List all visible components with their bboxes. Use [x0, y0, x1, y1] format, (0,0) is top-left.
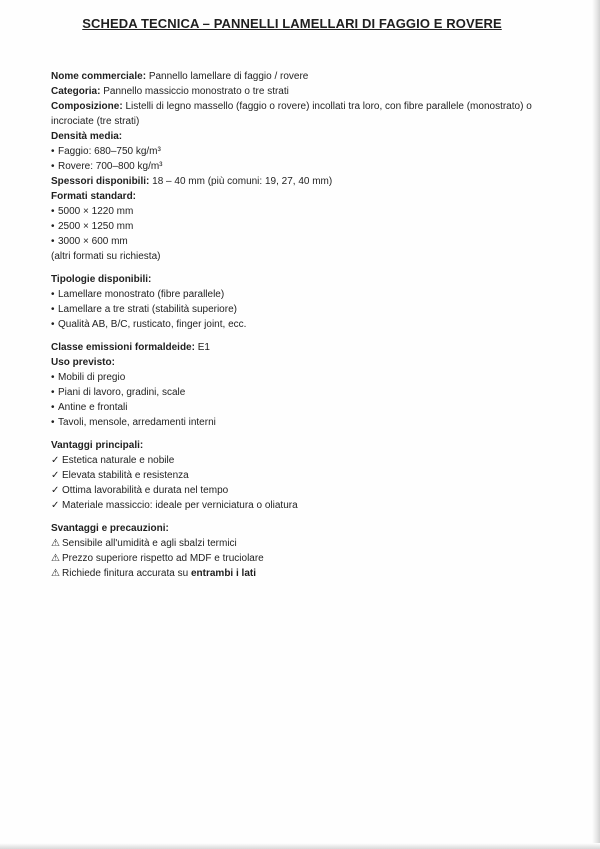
section-densita-label: Densità media:	[51, 131, 123, 142]
warning-icon: ⚠	[51, 553, 60, 564]
field-value: Pannello lamellare di faggio / rovere	[146, 71, 309, 82]
bullet-icon: •	[51, 221, 55, 232]
list-item: • Rovere: 700–800 kg/m³	[51, 161, 163, 172]
list-item: • 2500 × 1250 mm	[51, 221, 134, 232]
checkmark-icon: ✓	[51, 485, 60, 496]
section-formati-label: Formati standard:	[51, 191, 137, 202]
field-label: Nome commerciale:	[51, 71, 147, 82]
list-item: • Lamellare a tre strati (stabilità superiore)	[51, 304, 237, 315]
field-categoria	[51, 84, 541, 99]
section-tipologie-label: Tipologie disponibili:	[51, 274, 152, 285]
section-svantaggi-label: Svantaggi e precauzioni:	[51, 523, 169, 534]
field-label: Classe emissioni formaldeide:	[51, 342, 195, 353]
list-item: ⚠ Sensibile all'umidità e agli sbalzi termici	[51, 538, 237, 549]
list-item: • Piani di lavoro, gradini, scale	[51, 387, 186, 398]
bullet-icon: •	[51, 402, 55, 413]
bullet-icon: •	[51, 146, 55, 157]
list-item: • Mobili di pregio	[51, 372, 126, 383]
field-value: 18 – 40 mm (più comuni: 19, 27, 40 mm)	[149, 176, 333, 187]
bullet-icon: •	[51, 304, 55, 315]
page-edge-shadow	[592, 0, 600, 849]
page-title: SCHEDA TECNICA – PANNELLI LAMELLARI DI FAGGIO E ROVERE	[82, 16, 502, 31]
list-item: • Lamellare monostrato (fibre parallele)	[51, 289, 225, 300]
field-classe-emissioni	[51, 340, 541, 355]
field-label: Categoria:	[51, 86, 101, 97]
list-item: • Faggio: 680–750 kg/m³	[51, 146, 161, 157]
emphasis-text: entrambi i lati	[190, 568, 256, 579]
bullet-icon: •	[51, 372, 55, 383]
section-uso-label: Uso previsto:	[51, 357, 115, 368]
bullet-icon: •	[51, 417, 55, 428]
warning-icon: ⚠	[51, 568, 60, 579]
checkmark-icon: ✓	[51, 455, 60, 466]
list-item: ✓ Elevata stabilità e resistenza	[51, 470, 189, 481]
formati-note: (altri formati su richiesta)	[51, 251, 161, 262]
list-item: • Qualità AB, B/C, rusticato, finger joint, ecc.	[51, 319, 247, 330]
section-vantaggi-label: Vantaggi principali:	[51, 440, 144, 451]
list-item: ✓ Materiale massiccio: ideale per verniciatura o oliatura	[51, 500, 298, 511]
checkmark-icon: ✓	[51, 470, 60, 481]
bullet-icon: •	[51, 319, 55, 330]
list-item: ⚠ Richiede finitura accurata su entrambi i lati	[51, 568, 256, 579]
bullet-icon: •	[51, 387, 55, 398]
warning-icon: ⚠	[51, 538, 60, 549]
list-item: ✓ Ottima lavorabilità e durata nel tempo	[51, 485, 229, 496]
bullet-icon: •	[51, 161, 55, 172]
bullet-icon: •	[51, 236, 55, 247]
field-label: Composizione:	[51, 101, 123, 112]
list-item: • 3000 × 600 mm	[51, 236, 128, 247]
field-label: Spessori disponibili:	[51, 176, 150, 187]
field-nome-commerciale	[51, 69, 541, 84]
field-value: E1	[194, 342, 210, 353]
list-item: • Antine e frontali	[51, 402, 128, 413]
document-body	[51, 69, 541, 581]
field-value: Listelli di legno massello (faggio o rovere) incollati tra loro, con fibre parallele (monostrato) o incrociate (tre strati)	[51, 101, 532, 127]
field-composizione	[51, 99, 541, 129]
bullet-icon: •	[51, 289, 55, 300]
list-item: ✓ Estetica naturale e nobile	[51, 455, 175, 466]
field-value: Pannello massiccio monostrato o tre strati	[100, 86, 289, 97]
page-edge-shadow	[0, 843, 600, 849]
list-item: • Tavoli, mensole, arredamenti interni	[51, 417, 216, 428]
bullet-icon: •	[51, 206, 55, 217]
list-item: • 5000 × 1220 mm	[51, 206, 134, 217]
field-spessori	[51, 174, 541, 189]
checkmark-icon: ✓	[51, 500, 60, 511]
list-item: ⚠ Prezzo superiore rispetto ad MDF e truciolare	[51, 553, 264, 564]
